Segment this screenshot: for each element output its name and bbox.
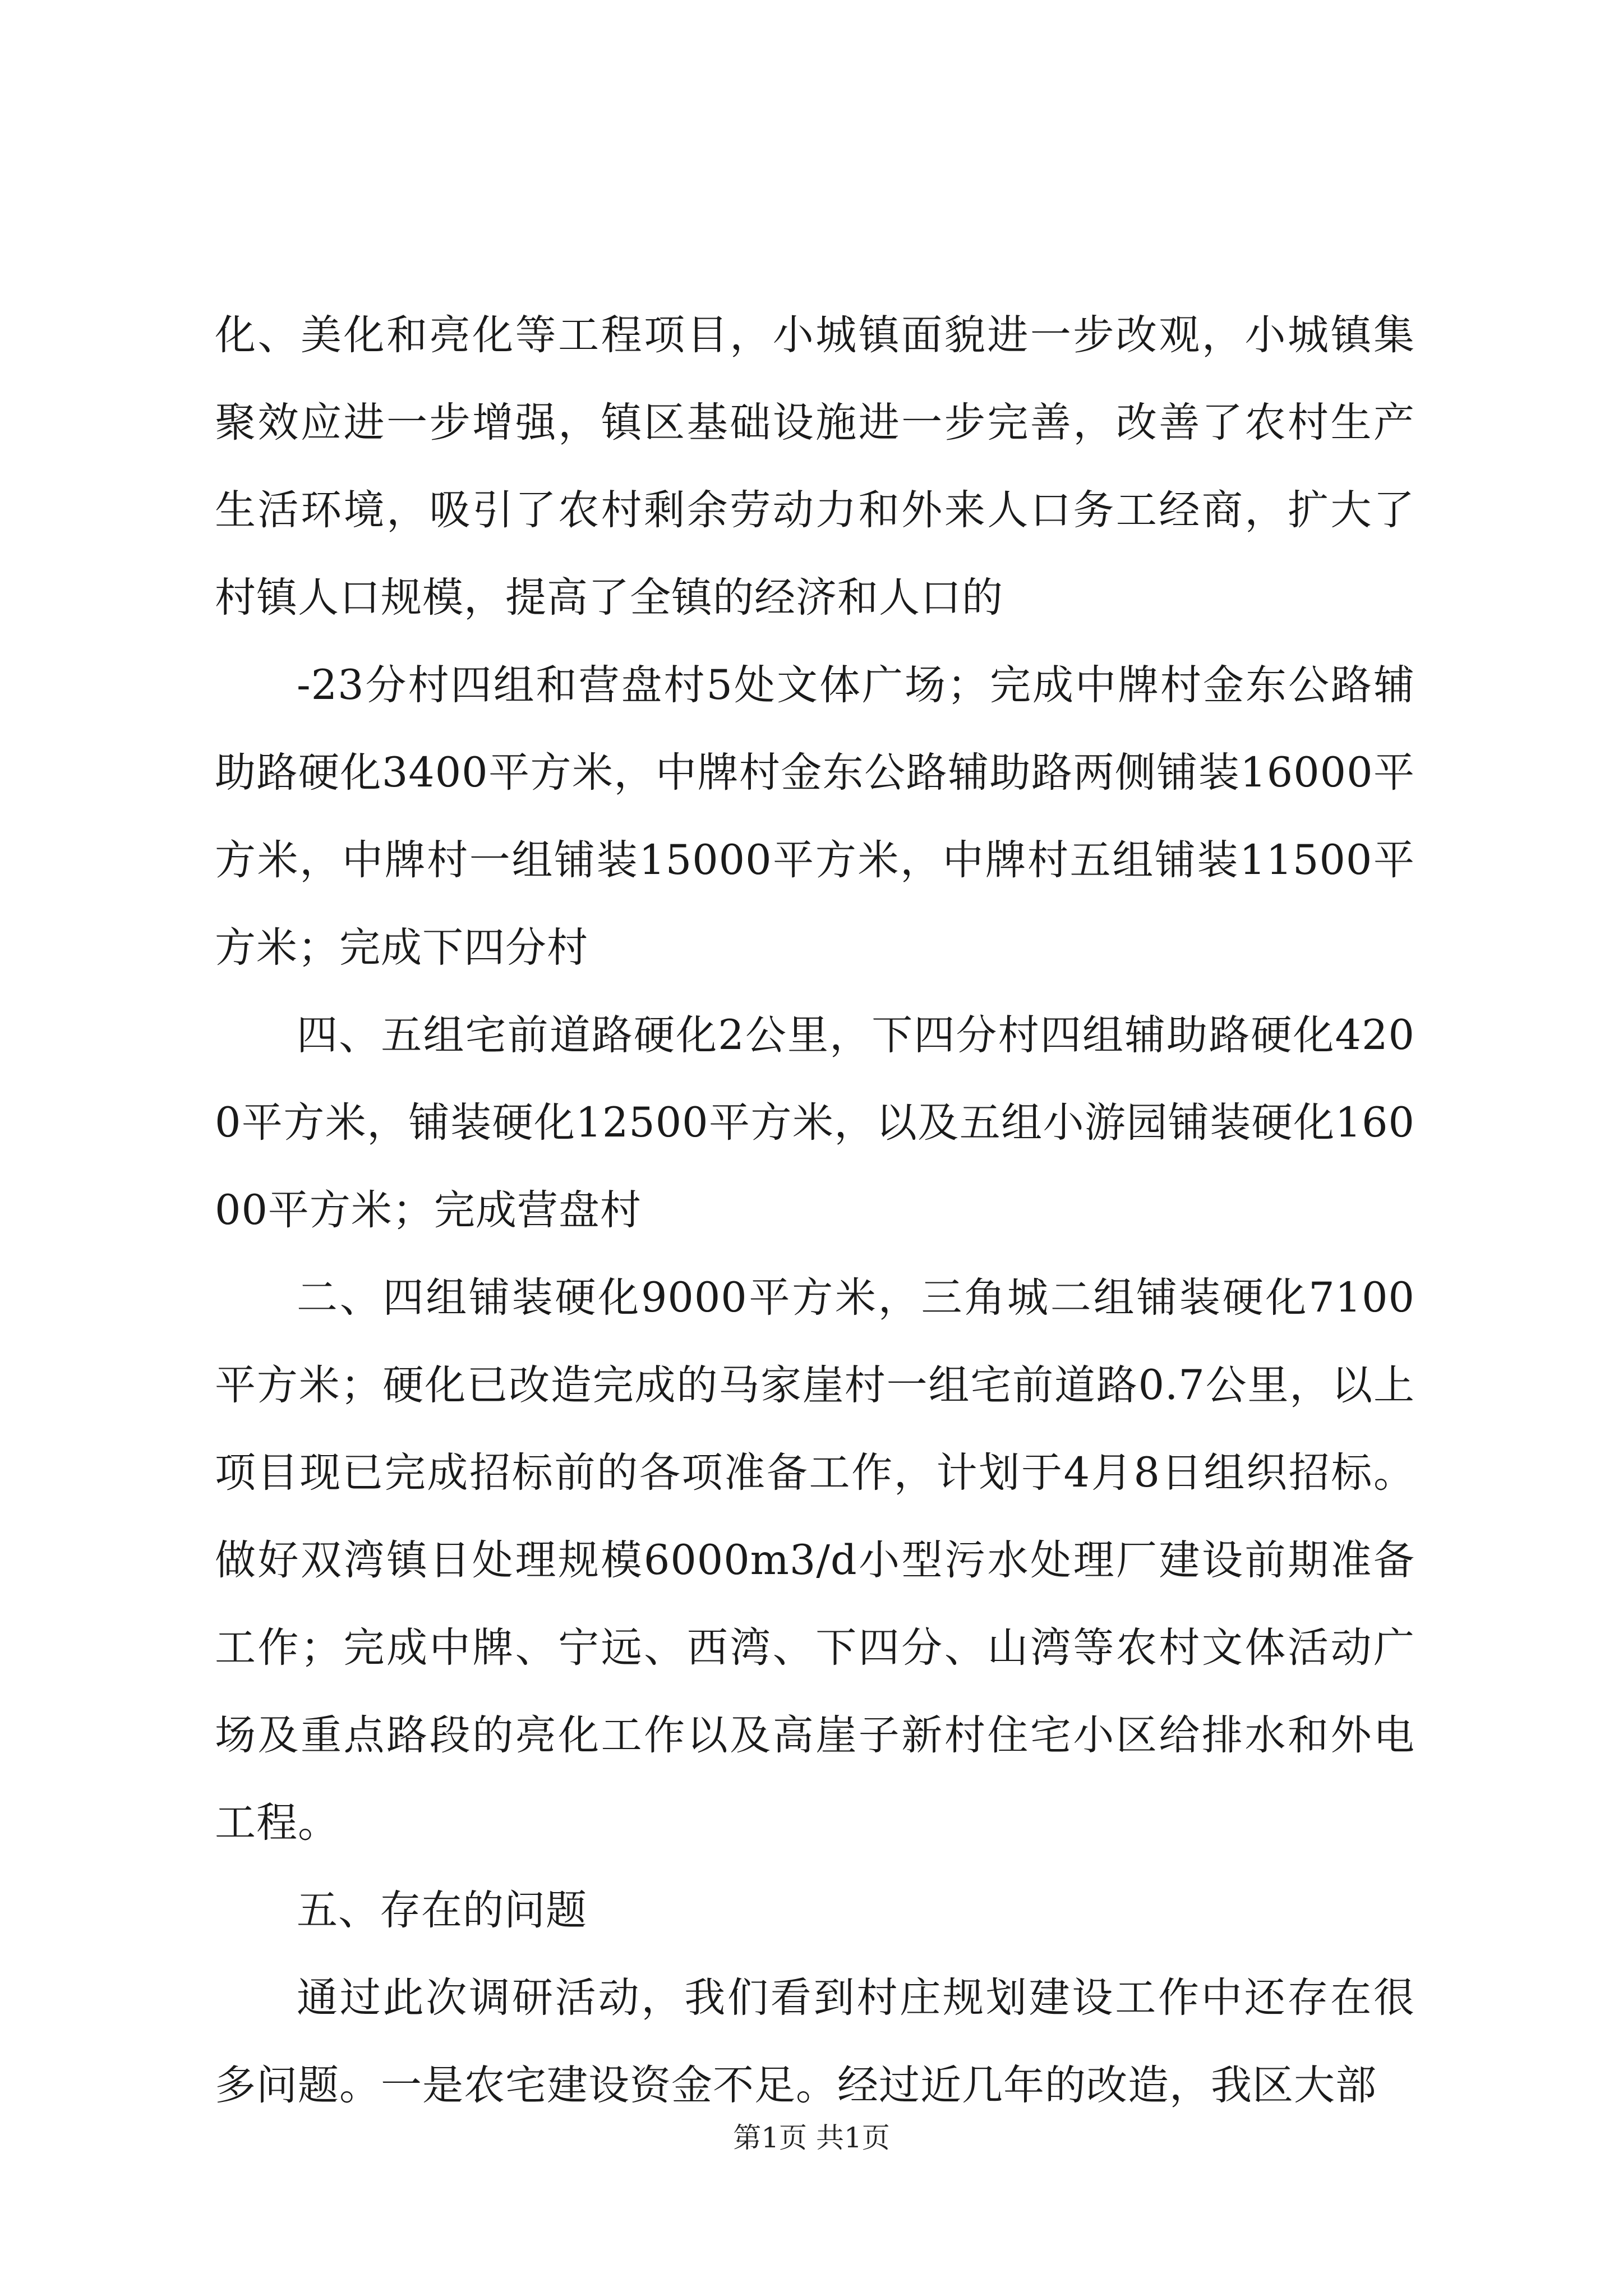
paragraph-problems: 通过此次调研活动，我们看到村庄规划建设工作中还存在很多问题。一是农宅建设资金不足。经过近几年的改造，我区大部 (215, 1974, 1415, 2109)
document-body (215, 292, 1415, 2129)
section-heading-problems: 五、存在的问题 (297, 1887, 587, 1934)
page-footer: 第1页 共1页 (733, 2122, 890, 2154)
paragraph-cultural-squares: -23分村四组和营盘村5处文体广场；完成中牌村金东公路辅助路硬化3400平方米，中牌村金东公路辅助路两侧铺装16000平方米，中牌村一组铺装15000平方米，中牌村五组铺装11500平方米；完成下四分村 (215, 661, 1415, 972)
paragraph-continuation: 化、美化和亮化等工程项目，小城镇面貌进一步改观，小城镇集聚效应进一步增强，镇区基础设施进一步完善，改善了农村生产生活环境，吸引了农村剩余劳动力和外来人口务工经商，扩大了村镇人口规模，提高了全镇的经济和人口的 (215, 311, 1415, 622)
paragraph-paving-projects: 二、四组铺装硬化9000平方米，三角城二组铺装硬化7100平方米；硬化已改造完成的马家崖村一组宅前道路0.7公里，以上项目现已完成招标前的各项准备工作，计划于4月8日组织招标。做好双湾镇日处理规模6000m3/d小型污水处理厂建设前期准备工作；完成中牌、宁远、西湾、下四分、山湾等农村文体活动广场及重点路段的亮化工作以及高崖子新村住宅小区给排水和外电工程。 (215, 1274, 1415, 1847)
paragraph-road-hardening: 四、五组宅前道路硬化2公里，下四分村四组辅助路硬化4200平方米，铺装硬化12500平方米，以及五组小游园铺装硬化16000平方米；完成营盘村 (215, 1011, 1415, 1234)
